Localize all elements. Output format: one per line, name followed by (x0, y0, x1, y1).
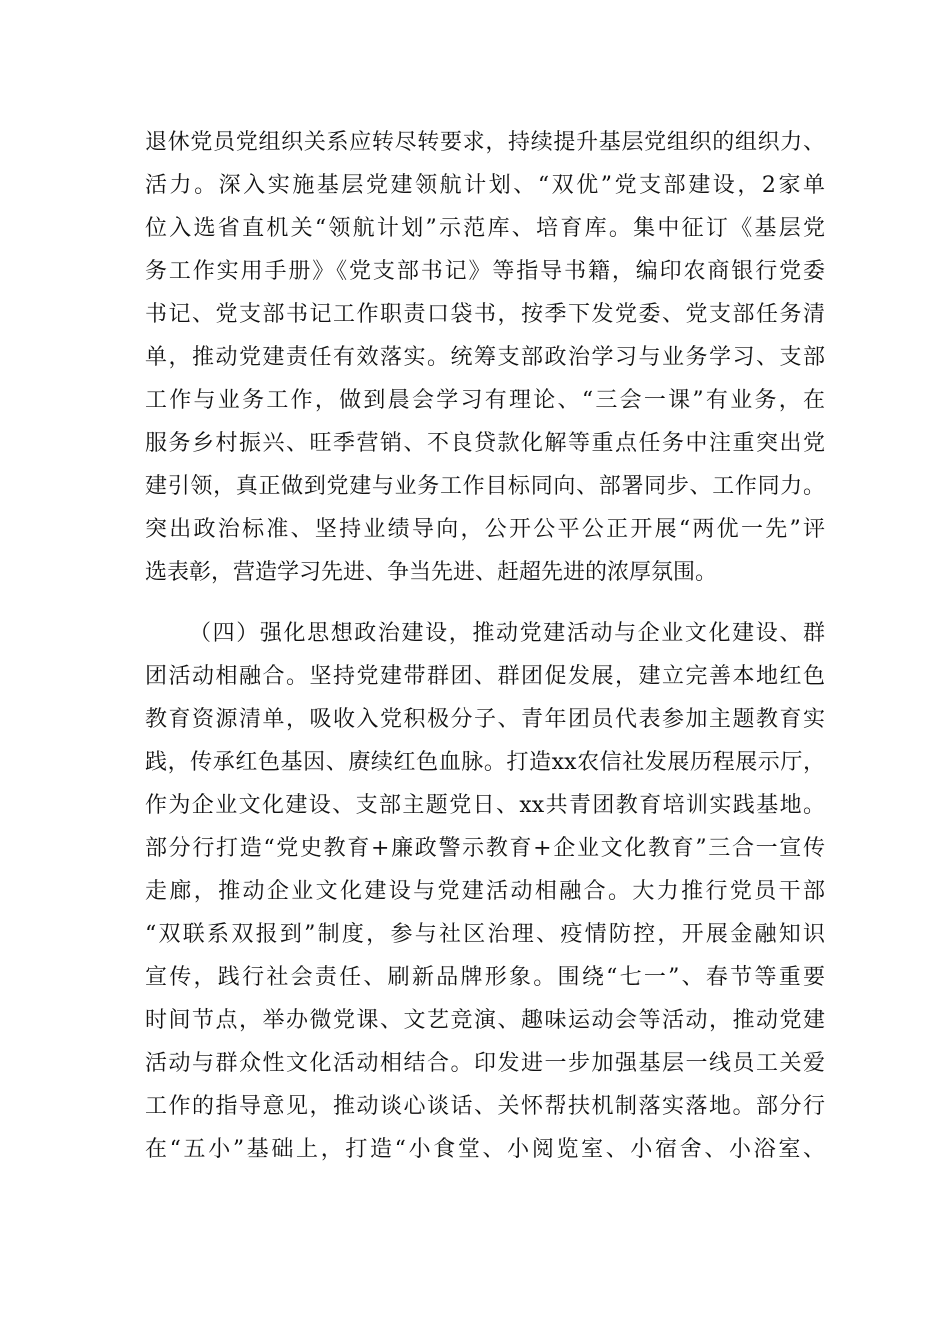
paragraph-line: 部分行打造“党史教育+廉政警示教育+企业文化教育”三合一宣传 (145, 836, 825, 861)
paragraph-line: 活动与群众性文化活动相结合。印发进一步加强基层一线员工关爱 (145, 1051, 825, 1076)
paragraph-1 (145, 121, 825, 594)
paragraph-line: 团活动相融合。坚持党建带群团、群团促发展，建立完善本地红色 (145, 664, 825, 689)
paragraph-line: （四）强化思想政治建设，推动党建活动与企业文化建设、群 (189, 621, 825, 646)
paragraph-line: 工作与业务工作，做到晨会学习有理论、“三会一课”有业务，在 (145, 388, 825, 413)
paragraph-line: 单，推动党建责任有效落实。统筹支部政治学习与业务学习、支部 (145, 345, 825, 370)
paragraph-line: 突出政治标准、坚持业绩导向，公开公平公正开展“两优一先”评 (145, 517, 825, 542)
paragraph-line: 时间节点，举办微党课、文艺竞演、趣味运动会等活动，推动党建 (145, 1008, 825, 1033)
paragraph-line: 务工作实用手册》《党支部书记》等指导书籍，编印农商银行党委 (145, 259, 825, 284)
paragraph-line: 在“五小”基础上，打造“小食堂、小阅览室、小宿舍、小浴室、 (145, 1137, 825, 1162)
paragraph-line: 位入选省直机关“领航计划”示范库、培育库。集中征订《基层党 (145, 216, 825, 241)
paragraph-line: 践，传承红色基因、赓续红色血脉。打造xx农信社发展历程展示厅， (145, 750, 825, 775)
paragraph-line: “双联系双报到”制度，参与社区治理、疫情防控，开展金融知识 (145, 922, 825, 947)
paragraph-line: 服务乡村振兴、旺季营销、不良贷款化解等重点任务中注重突出党 (145, 431, 825, 456)
paragraph-line: 工作的指导意见，推动谈心谈话、关怀帮扶机制落实落地。部分行 (145, 1094, 825, 1119)
paragraph-line: 建引领，真正做到党建与业务工作目标同向、部署同步、工作同力。 (145, 474, 825, 499)
paragraph-line: 书记、党支部书记工作职责口袋书，按季下发党委、党支部任务清 (145, 302, 825, 327)
paragraph-line: 教育资源清单，吸收入党积极分子、青年团员代表参加主题教育实 (145, 707, 825, 732)
paragraph-line: 走廊，推动企业文化建设与党建活动相融合。大力推行党员干部 (145, 879, 825, 904)
paragraph-line: 选表彰，营造学习先进、争当先进、赶超先进的浓厚氛围。 (145, 560, 718, 585)
paragraph-line: 宣传，践行社会责任、刷新品牌形象。围绕“七一”、春节等重要 (145, 965, 825, 990)
paragraph-line: 活力。深入实施基层党建领航计划、“双优”党支部建设，2家单 (145, 173, 825, 198)
paragraph-2 (145, 612, 825, 1171)
paragraph-line: 退休党员党组织关系应转尽转要求，持续提升基层党组织的组织力、 (145, 130, 825, 155)
paragraph-line: 作为企业文化建设、支部主题党日、xx共青团教育培训实践基地。 (145, 793, 825, 818)
